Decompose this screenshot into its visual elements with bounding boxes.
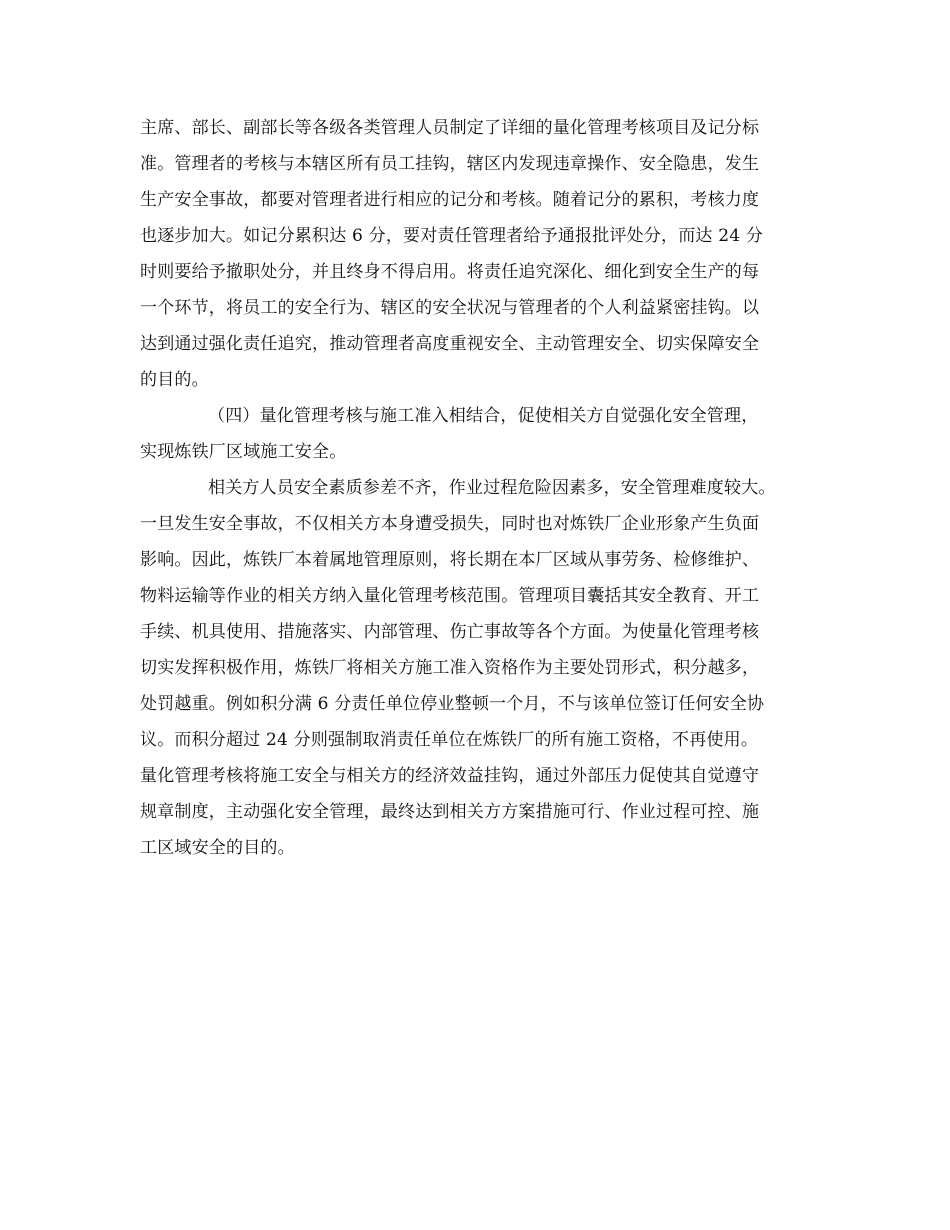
paragraph-first-line: 相关方人员安全素质参差不齐，作业过程危险因素多，安全管理难度较大。 [208, 478, 776, 498]
text-line: 准。管理者的考核与本辖区所有员工挂钩，辖区内发现违章操作、安全隐患，发生 [140, 154, 760, 174]
text-line: 生产安全事故，都要对管理者进行相应的记分和考核。随着记分的累积，考核力度 [140, 190, 760, 210]
text-line: 时则要给予撤职处分，并且终身不得启用。将责任追究深化、细化到安全生产的每 [140, 262, 760, 282]
text-line: 达到通过强化责任追究，推动管理者高度重视安全、主动管理安全、切实保障安全 [140, 334, 760, 354]
text-line: 工区域安全的目的。 [140, 838, 295, 858]
text-line: 一旦发生安全事故，不仅相关方本身遭受损失，同时也对炼铁厂企业形象产生负面 [140, 514, 760, 534]
text-line: 主席、部长、副部长等各级各类管理人员制定了详细的量化管理考核项目及记分标 [140, 118, 760, 138]
text-line: 也逐步加大。如记分累积达 6 分，要对责任管理者给予通报批评处分，而达 24 分 [140, 226, 764, 246]
text-line: 切实发挥积极作用，炼铁厂将相关方施工准入资格作为主要处罚形式，积分越多， [140, 658, 760, 678]
text-line: 规章制度，主动强化安全管理，最终达到相关方方案措施可行、作业过程可控、施 [140, 802, 760, 822]
text-line: 量化管理考核将施工安全与相关方的经济效益挂钩，通过外部压力促使其自觉遵守 [140, 766, 760, 786]
section-heading-continued: 实现炼铁厂区域施工安全。 [140, 442, 347, 462]
text-line: 一个环节，将员工的安全行为、辖区的安全状况与管理者的个人利益紧密挂钩。以 [140, 298, 760, 318]
text-line: 的目的。 [140, 370, 209, 390]
section-heading: （四）量化管理考核与施工准入相结合，促使相关方自觉强化安全管理， [208, 406, 759, 426]
text-line: 处罚越重。例如积分满 6 分责任单位停业整顿一个月，不与该单位签订任何安全协 [140, 694, 765, 714]
text-line: 议。而积分超过 24 分则强制取消责任单位在炼铁厂的所有施工资格，不再使用。 [140, 730, 759, 750]
text-line: 物料运输等作业的相关方纳入量化管理考核范围。管理项目囊括其安全教育、开工 [140, 586, 760, 606]
text-line: 影响。因此，炼铁厂本着属地管理原则，将长期在本厂区域从事劳务、检修维护、 [140, 550, 760, 570]
text-line: 手续、机具使用、措施落实、内部管理、伤亡事故等各个方面。为使量化管理考核 [140, 622, 760, 642]
